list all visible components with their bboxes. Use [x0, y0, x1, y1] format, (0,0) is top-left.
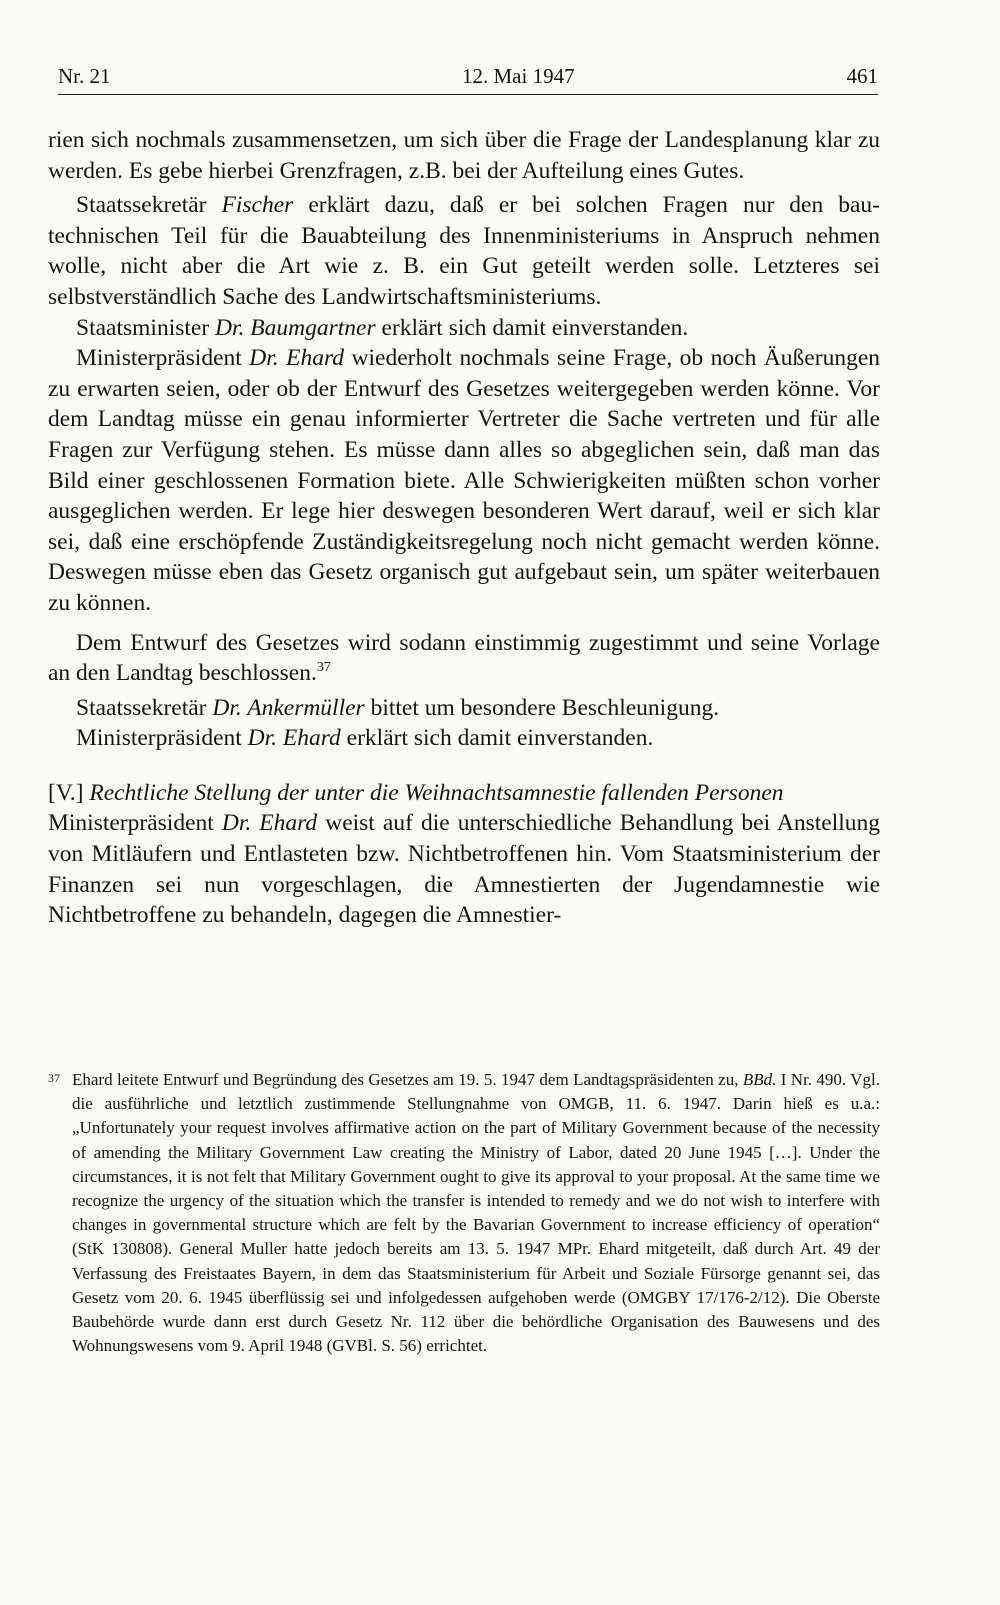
paragraph-5	[48, 628, 880, 689]
paragraph-text: Staatsminister	[76, 314, 216, 341]
paragraph-text: erklärt sich damit einverstanden.	[375, 314, 689, 341]
footnote-37	[48, 1068, 880, 1358]
footnote-text-part: I Nr. 490. Vgl. die ausführliche und letztlich zustimmende Stellungnahme von OMGB, 11. 6. 1947. Darin hieß es u.a.: „Unfortunately your request involves affirmative action on the part of Military Government because of the necessity of amending the Military Government Law creating the Ministry of Labor, dated 20 June 1945 […]. Under the circumstances, it is not felt that Military Government ought to give its approval to your proposal. At the same time we recognize the urgency of the situation which the transfer is intended to remedy and we do not wish to interfere with changes in governmental structure which are felt by the Bavarian Government to increase efficiency of operation“ (StK 130808). General Muller hatte jedoch bereits am 13. 5. 1947 MPr. Ehard mitgeteilt, daß durch Art. 49 der Verfassung des Freistaates Bayern, in dem das Staatsministerium für Arbeit und Soziale Fürsorge genannt sei, das Gesetz vom 20. 6. 1945 überflüssig sei und infolgedessen aufgehoben werde (OMGBY 17/176-2/12). Die Oberste Baubehörde wurde dann erst durch Gesetz Nr. 112 über die behördliche Organisation des Bauwesens und des Wohnungswesens vom 9. April 1948 (GVBl. S. 56) errichtet.	[72, 1070, 880, 1356]
paragraph-7	[48, 723, 880, 754]
section-heading	[48, 778, 880, 809]
speaker-name: Dr. Ehard	[249, 345, 345, 372]
footnote-text	[72, 1068, 880, 1358]
section-title: Rechtliche Stellung der unter die Weihnachtsamnestie fallenden Personen	[89, 779, 784, 806]
paragraph-6	[48, 693, 880, 724]
paragraph-text: Ministerpräsident	[76, 345, 250, 372]
paragraph-text: Ministerpräsident	[48, 810, 222, 837]
paragraph-text: erklärt dazu, daß er bei solchen Fragen nur den bautechnischen Teil für die Bauabteilung des Innenministeriums in Anspruch nehmen wolle, nicht aber die Art wie z. B. ein Gut geteilt werden solle. Letzteres sei selbstverständlich Sache des Landwirtschaftsministeriums.	[48, 192, 880, 310]
footnote-text-part: Ehard leitete Entwurf und Begründung des Gesetzes am 19. 5. 1947 dem Landtagspräsidenten zu,	[72, 1070, 743, 1089]
paragraph-8	[48, 808, 880, 930]
paragraph-3	[48, 313, 880, 344]
speaker-name: Dr. Ankermüller	[212, 694, 365, 721]
page-number: 461	[846, 64, 878, 88]
paragraph-text: Ministerpräsident	[76, 725, 248, 752]
header-date: 12. Mai 1947	[462, 64, 575, 88]
footnote-reference[interactable]: 37	[316, 660, 331, 676]
paragraph-text: Staatssekretär	[76, 192, 222, 219]
issue-number: Nr. 21	[58, 64, 111, 88]
main-text	[48, 125, 880, 931]
speaker-name: Dr. Baumgartner	[215, 314, 376, 341]
running-header	[58, 58, 878, 95]
footnote-number: 37	[48, 1071, 60, 1085]
paragraph-text: bittet um besondere Beschleunigung.	[364, 694, 720, 721]
speaker-name: Fischer	[221, 192, 294, 219]
paragraph-text: Dem Entwurf des Gesetzes wird sodann einstimmig zugestimmt und seine Vorlage an den Landtag beschlossen.	[48, 629, 880, 687]
paragraph-1: rien sich nochmals zusammensetzen, um sich über die Frage der Landesplanung klar zu werden. Es gebe hierbei Grenzfragen, z.B. bei der Aufteilung eines Gutes.	[48, 127, 880, 184]
paragraph-text: Staatssekretär	[76, 694, 213, 721]
paragraph-2	[48, 190, 880, 312]
paragraph-text: wiederholt nochmals seine Frage, ob noch Äußerungen zu erwarten seien, oder ob der Entwurf des Gesetzes weitergegeben werden könne. Vor dem Landtag müsse ein genau informierter Vertreter die Sache vertreten und für alle Fragen zur Verfügung stehen. Es müsse dann alles so abgeglichen sein, daß man das Bild einer geschlossenen Formation biete. Alle Schwierigkeiten müßten schon vorher ausgeglichen werden. Er lege hier deswegen besonderen Wert darauf, weil er sich klar sei, daß eine erschöpfende Zuständigkeitsregelung noch nicht gemacht werden könne. Deswegen müsse eben das Gesetz organisch gut aufgebaut sein, um später weiterbauen zu können.	[48, 345, 880, 616]
paragraph-text: weist auf die unterschiedliche Behandlung bei Anstellung von Mitläufern und Entlasteten bzw. Nichtbetroffenen hin. Vom Staatsministerium der Finanzen sei nun vorgeschlagen, die Amnestierten der Jugendamnestie wie Nichtbetroffene zu behandeln, dagegen die Amnestier-	[48, 810, 881, 929]
paragraph-text: erklärt sich damit einverstanden.	[340, 725, 654, 752]
paragraph-4	[48, 343, 880, 618]
footnote-source: BBd.	[742, 1070, 777, 1089]
speaker-name: Dr. Ehard	[221, 810, 318, 837]
speaker-name: Dr. Ehard	[247, 725, 341, 752]
section-number: [V.]	[48, 779, 84, 806]
